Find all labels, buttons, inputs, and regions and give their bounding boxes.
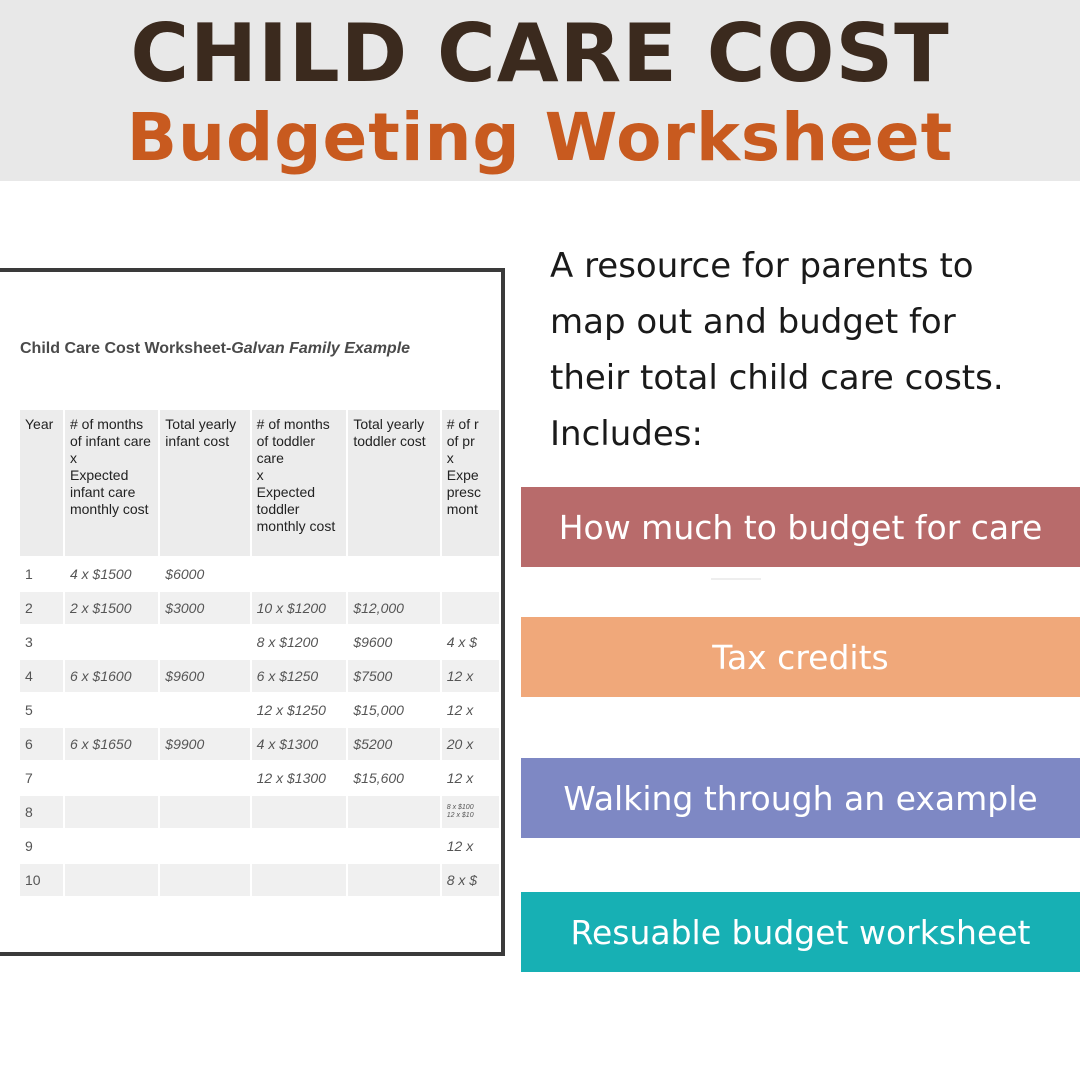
cell-toddler-total: $15,600 [353, 770, 404, 786]
cell-preschool: 12 x [446, 770, 474, 786]
header-banner [0, 0, 1080, 181]
cell-toddler-total: $15,000 [353, 702, 404, 718]
cell-preschool [442, 558, 499, 590]
cell-preschool: 12 x [442, 660, 499, 692]
cell-toddler: 8 x $1200 [256, 634, 319, 650]
cell-toddler [252, 830, 347, 862]
cell-infant [65, 762, 158, 794]
cell-preschool: 12 x [446, 702, 474, 718]
cell-infant-total [160, 864, 249, 896]
cell-toddler [252, 796, 347, 828]
cell-year: 3 [25, 634, 33, 650]
table-row [20, 626, 499, 658]
cell-preschool: 20 x [442, 728, 499, 760]
cell-preschool: 8 x $ [442, 864, 499, 896]
cell-toddler-total: $5200 [348, 728, 439, 760]
column-header-preschool-months: # of r of pr x Expe presc mont [442, 410, 499, 556]
cell-infant-total [160, 694, 249, 726]
cell-year: 4 [20, 660, 63, 692]
cell-toddler: 12 x $1250 [256, 702, 326, 718]
cell-year: 8 [20, 796, 63, 828]
cell-year: 1 [25, 566, 33, 582]
column-header-year: Year [20, 410, 63, 556]
feature-tax-credits-button[interactable]: Tax credits [521, 617, 1080, 697]
feature-budget-button[interactable]: How much to budget for care [521, 487, 1080, 567]
cell-toddler [252, 864, 347, 896]
table-row [20, 728, 499, 760]
cell-infant [65, 830, 158, 862]
table-row [20, 660, 499, 692]
cell-toddler-total: $7500 [348, 660, 439, 692]
column-header-infant-total: Total yearly infant cost [160, 410, 249, 556]
cell-toddler: 10 x $1200 [252, 592, 347, 624]
description-line: their total child care costs. [550, 358, 1004, 398]
cell-toddler-total: $12,000 [348, 592, 439, 624]
cell-year: 7 [25, 770, 33, 786]
feature-worksheet-button[interactable]: Resuable budget worksheet [521, 892, 1080, 972]
table-row [20, 558, 499, 590]
cell-toddler-total [348, 558, 439, 590]
cell-preschool: 4 x $ [446, 634, 478, 650]
cell-toddler: 12 x $1300 [256, 770, 326, 786]
worksheet-title [20, 340, 410, 358]
table-row [20, 694, 499, 726]
cell-infant-total: $9900 [160, 728, 249, 760]
description-line: Includes: [550, 414, 703, 454]
description [550, 238, 1080, 462]
table-header-row [20, 410, 499, 556]
cell-infant-total: $3000 [160, 592, 249, 624]
worksheet-preview [0, 268, 505, 956]
feature-example-button[interactable]: Walking through an example [521, 758, 1080, 838]
cell-infant-total [160, 830, 249, 862]
cell-infant [65, 694, 158, 726]
cell-toddler-total: $9600 [353, 634, 393, 650]
cell-toddler: 4 x $1300 [252, 728, 347, 760]
cell-year: 6 [20, 728, 63, 760]
cell-infant-total [160, 762, 249, 794]
description-line: A resource for parents to [550, 246, 974, 286]
worksheet-table [18, 408, 501, 898]
cell-infant: 6 x $1600 [65, 660, 158, 692]
worksheet-title-prefix: Child Care Cost Worksheet- [20, 340, 232, 357]
cell-infant: 2 x $1500 [65, 592, 158, 624]
worksheet-title-italic: Galvan Family Example [231, 340, 411, 357]
table-row [20, 592, 499, 624]
cell-infant [65, 864, 158, 896]
column-header-toddler-months: # of months of toddler care x Expected toddler monthly cost [252, 410, 347, 556]
cell-toddler-total [348, 830, 439, 862]
cell-infant-total [160, 626, 249, 658]
description-line: map out and budget for [550, 302, 956, 342]
table-row [20, 796, 499, 828]
page-subtitle: Budgeting Worksheet [126, 99, 954, 176]
table-row [20, 864, 499, 896]
cell-toddler [252, 558, 347, 590]
cell-preschool: 8 x $100 12 x $10 [442, 796, 499, 828]
cell-year: 9 [25, 838, 33, 854]
divider [711, 578, 761, 580]
cell-infant-total [160, 796, 249, 828]
table-row [20, 830, 499, 862]
column-header-infant-months: # of months of infant care x Expected infant care monthly cost [65, 410, 158, 556]
cell-year: 5 [25, 702, 33, 718]
column-header-toddler-total: Total yearly toddler cost [348, 410, 439, 556]
cell-infant [65, 796, 158, 828]
cell-toddler: 6 x $1250 [252, 660, 347, 692]
cell-infant: 6 x $1650 [65, 728, 158, 760]
cell-year: 2 [20, 592, 63, 624]
cell-year: 10 [20, 864, 63, 896]
cell-infant-total: $6000 [165, 566, 205, 582]
page-title: CHILD CARE COST [130, 7, 950, 100]
cell-toddler-total [348, 796, 439, 828]
cell-toddler-total [348, 864, 439, 896]
cell-preschool [442, 592, 499, 624]
cell-preschool: 12 x [446, 838, 474, 854]
cell-infant: 4 x $1500 [69, 566, 132, 582]
cell-infant [65, 626, 158, 658]
table-row [20, 762, 499, 794]
cell-infant-total: $9600 [160, 660, 249, 692]
